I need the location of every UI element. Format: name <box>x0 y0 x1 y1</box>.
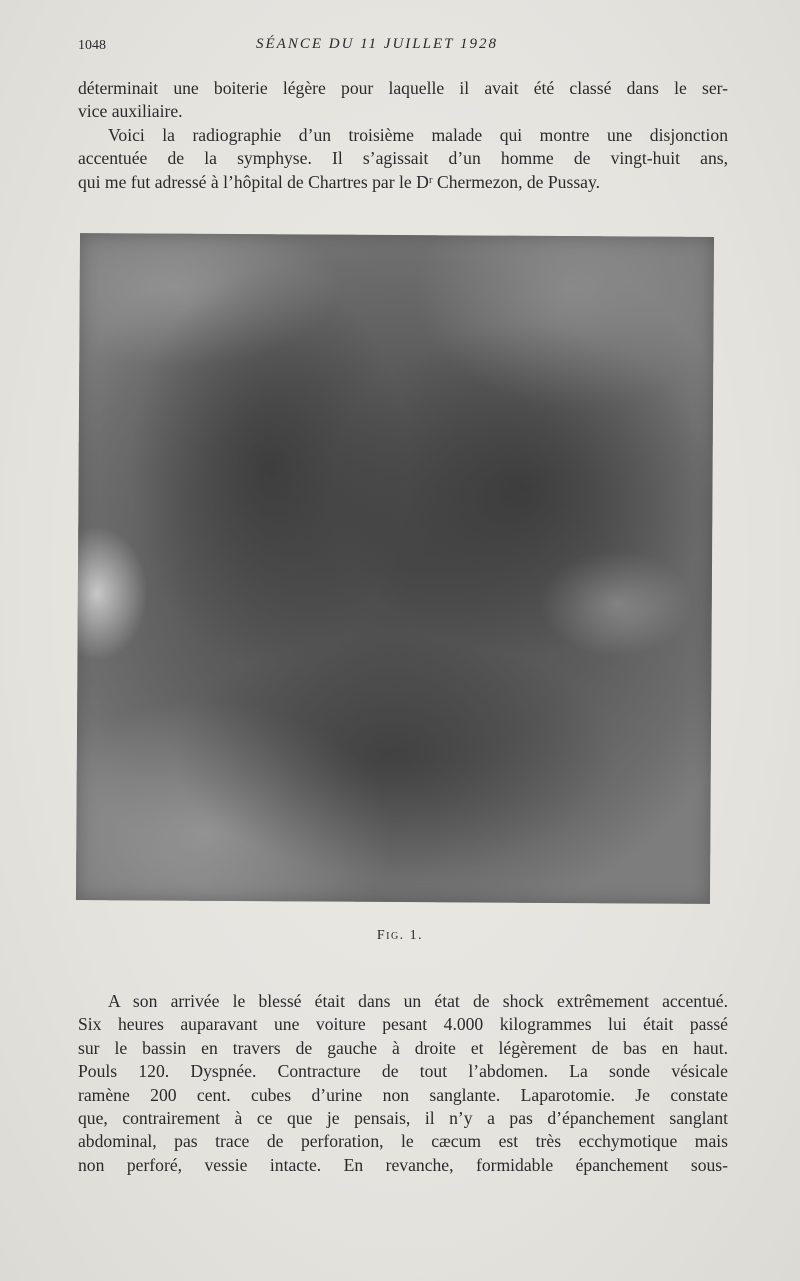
text-line: déterminait une boiterie légère pour laquelle il avait été classé dans le ser- <box>78 78 728 98</box>
running-title: SÉANCE DU 11 JUILLET 1928 <box>256 36 498 52</box>
paragraph-line <box>78 1060 728 1083</box>
text-line: non perforé, vessie intacte. En revanche, formidable épanchement sous- <box>78 1154 728 1175</box>
body-text-top <box>78 77 728 194</box>
text-line: ramène 200 cent. cubes d’urine non sanglante. Laparotomie. Je constate <box>78 1084 728 1105</box>
paragraph-continuation <box>78 77 728 100</box>
figure-caption: Fig. 1. <box>376 928 424 943</box>
text-line: Pouls 120. Dyspnée. Contracture de tout l’abdomen. La sonde vésicale <box>78 1061 728 1082</box>
text-line: A son arrivée le blessé était dans un état de shock extrêmement accentué. <box>108 991 728 1011</box>
text-line: que, contrairement à ce que je pensais, il n’y a pas d’épanchement sanglant <box>78 1108 728 1129</box>
text-line: Six heures auparavant une voiture pesant 4.000 kilogrammes lui était passé <box>78 1014 728 1035</box>
paragraph-line <box>78 1037 728 1060</box>
paragraph-line <box>78 1013 728 1036</box>
paragraph-continuation-end <box>78 100 728 123</box>
paragraph-line <box>78 1130 728 1153</box>
radiograph-figure <box>76 233 714 904</box>
paragraph-radiography-line <box>78 171 728 194</box>
paragraph-line <box>78 1154 728 1177</box>
paragraph-radiography <box>78 124 728 147</box>
running-head <box>78 36 728 58</box>
text-line: sur le bassin en travers de gauche à droite et légèrement de bas en haut. <box>78 1037 728 1058</box>
text-line: abdominal, pas trace de perforation, le cæcum est très ecchymotique mais <box>78 1131 728 1152</box>
paragraph-line <box>78 1107 728 1130</box>
body-text-bottom <box>78 990 728 1177</box>
paragraph-line <box>78 990 728 1013</box>
text-line: Voici la radiographie d’un troisième malade qui montre une disjonction <box>108 124 728 145</box>
paragraph-radiography-line <box>78 147 728 170</box>
page-number: 1048 <box>78 38 106 53</box>
text-line: qui me fut adressé à l’hôpital de Chartres par le Dʳ Chermezon, de Pussay. <box>78 171 601 192</box>
text-line: vice auxiliaire. <box>78 101 183 122</box>
text-line: accentuée de la symphyse. Il s’agissait d’un homme de vingt-huit ans, <box>78 148 728 169</box>
paragraph-line <box>78 1084 728 1107</box>
